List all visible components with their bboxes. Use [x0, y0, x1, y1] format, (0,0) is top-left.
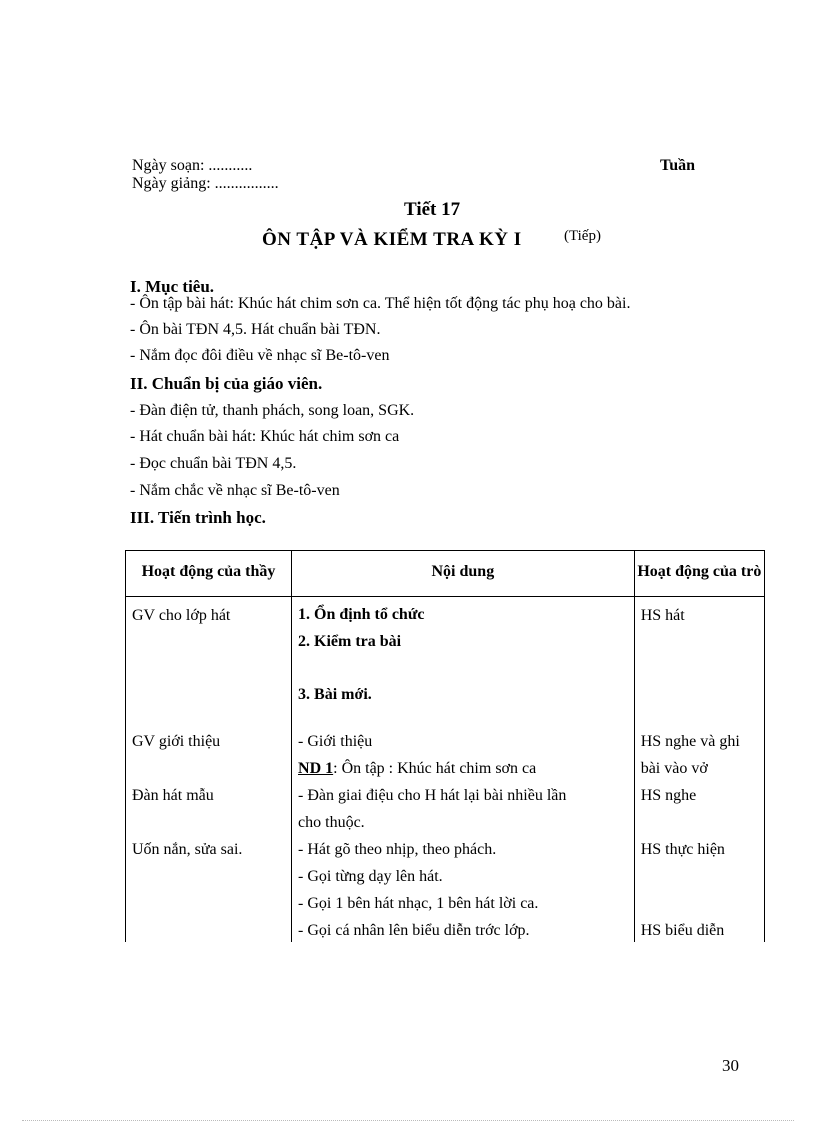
tro-bieu-dien: HS biểu diễn [640, 922, 725, 939]
section-tien-trinh-heading: III. Tiến trình học. [130, 508, 266, 527]
dan-giai-dieu: - Đàn giai điệu cho H hát lại bài nhiều lần [298, 787, 567, 804]
tro-thuc-hien: HS thực hiện [640, 841, 725, 858]
header-noi-dung: Nội dung [292, 551, 635, 597]
section-chuan-bi-heading: II. Chuẩn bị của giáo viên. [130, 374, 323, 393]
tro-nghe-ghi-cont: bài vào vở [640, 760, 708, 777]
muc-tieu-item: - Ôn tập bài hát: Khúc hát chim sơn ca. Thể hiện tốt động tác phụ hoạ cho bài. [130, 295, 631, 312]
thay-item: Đàn hát mẫu [132, 787, 214, 804]
lesson-plan-table [125, 550, 765, 942]
chuan-bi-item: - Đọc chuẩn bài TĐN 4,5. [130, 455, 297, 472]
tro-nghe: HS nghe [640, 787, 697, 804]
tiet-number: Tiết 17 [404, 199, 461, 220]
goi-tung-day: - Gọi từng dạy lên hát. [298, 868, 443, 885]
nd1-label: ND 1 [298, 760, 334, 777]
column-noi-dung [292, 597, 635, 943]
bai-moi: 3. Bài mới. [298, 686, 372, 703]
ngay-soan: Ngày soạn: ........... [132, 157, 253, 174]
header-hoat-dong-thay: Hoạt động của thầy [126, 551, 292, 597]
tro-nghe-ghi: HS nghe và ghi [640, 733, 740, 750]
table-row [126, 597, 765, 943]
tro-hat: HS hát [640, 607, 685, 624]
chuan-bi-item: - Đàn điện tử, thanh phách, song loan, SGK. [130, 402, 415, 419]
page-number: 30 [722, 1056, 739, 1075]
goi-1-ben: - Gọi 1 bên hát nhạc, 1 bên hát lời ca. [298, 895, 539, 912]
nd1-text: : Ôn tập : Khúc hát chim sơn ca [333, 760, 537, 777]
thay-item: GV giới thiệu [132, 733, 221, 750]
section-muc-tieu-heading: I. Mục tiêu. [130, 277, 215, 296]
gioi-thieu: - Giới thiệu [298, 733, 373, 750]
thay-item: GV cho lớp hát [132, 607, 231, 624]
column-thay [126, 597, 292, 943]
nd1-line [298, 760, 536, 778]
chuan-bi-item: - Hát chuẩn bài hát: Khúc hát chim sơn ca [130, 428, 400, 445]
dan-giai-dieu-cont: cho thuộc. [298, 814, 365, 831]
tuan-label: Tuần [660, 157, 695, 174]
hat-go: - Hát gõ theo nhịp, theo phách. [298, 841, 497, 858]
on-dinh-to-chuc: 1. Ổn định tổ chức [298, 606, 425, 623]
kiem-tra-bai: 2. Kiểm tra bài [298, 633, 402, 650]
lesson-title-suffix: (Tiếp) [564, 228, 601, 244]
page-bottom-divider [22, 1120, 794, 1121]
table-header-row [126, 551, 765, 597]
column-tro [634, 597, 764, 943]
chuan-bi-item: - Nắm chắc về nhạc sĩ Be-tô-ven [130, 482, 340, 499]
ngay-giang: Ngày giảng: ................ [132, 175, 279, 192]
goi-ca-nhan: - Gọi cá nhân lên biểu diễn trớc lớp. [298, 922, 530, 939]
muc-tieu-item: - Nắm đọc đôi điều về nhạc sĩ Be-tô-ven [130, 347, 390, 364]
muc-tieu-item: - Ôn bài TĐN 4,5. Hát chuẩn bài TĐN. [130, 321, 381, 338]
lesson-title: ÔN TẬP VÀ KIỂM TRA KỲ I [262, 229, 522, 250]
header-hoat-dong-tro: Hoạt động của trò [634, 551, 764, 597]
thay-item: Uốn nắn, sửa sai. [132, 841, 243, 858]
